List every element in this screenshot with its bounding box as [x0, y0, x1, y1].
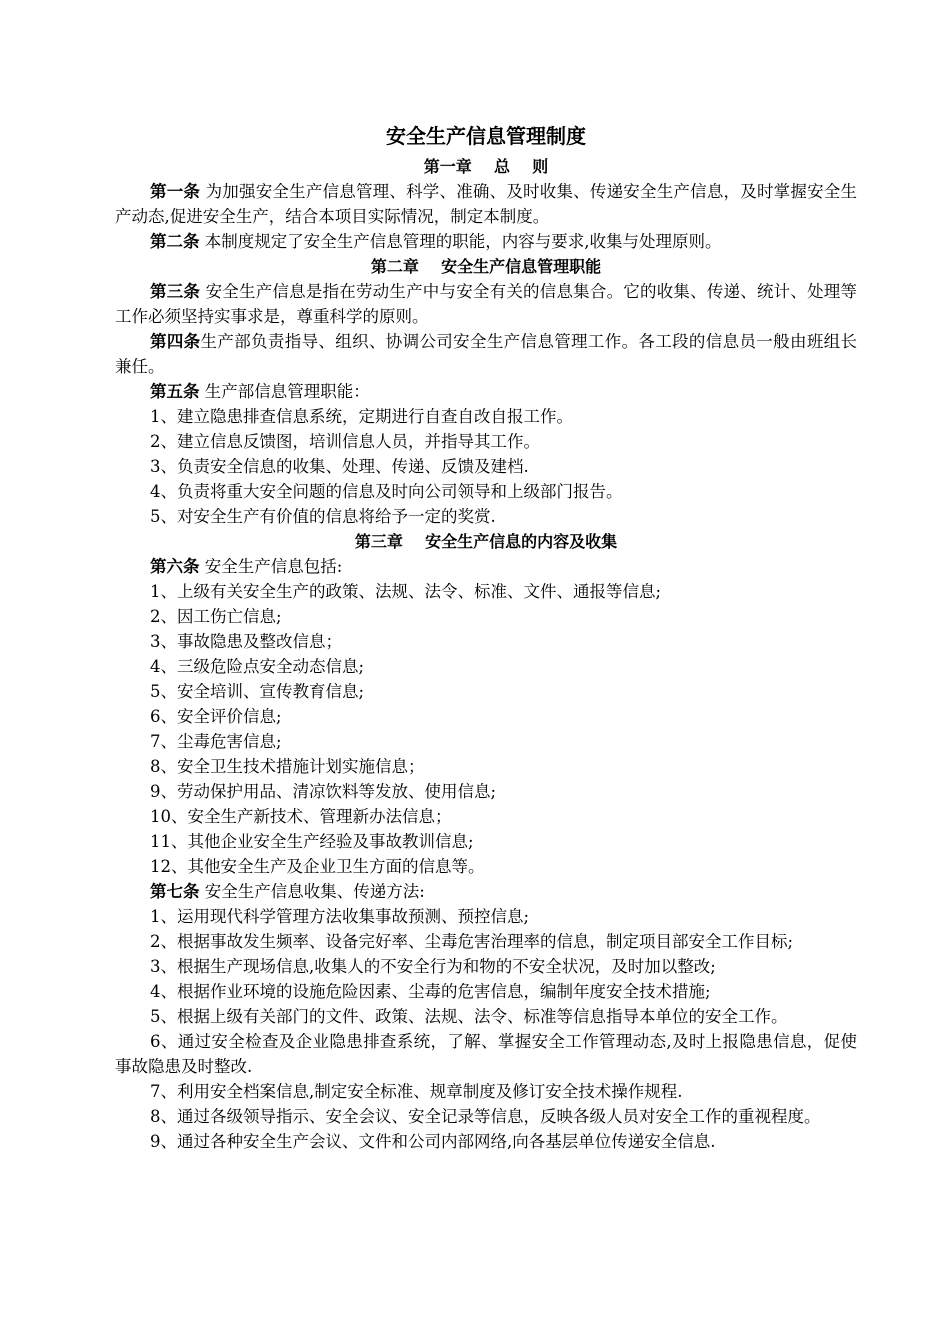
article-label: 第一条	[150, 182, 201, 201]
list-item: 5、安全培训、宣传教育信息;	[150, 682, 365, 701]
list-item: 7、利用安全档案信息,制定安全标准、规章制度及修订安全技术操作规程.	[150, 1082, 683, 1101]
list-item: 3、根据生产现场信息,收集人的不安全行为和物的不安全状况，及时加以整改;	[150, 957, 716, 976]
list-item: 9、劳动保护用品、清凉饮料等发放、使用信息;	[150, 782, 497, 801]
list-item: 6、通过安全检查及企业隐患排查系统，了解、掌握安全工作管理动态,及时上报隐患信息，促使事故隐患及时整改.	[115, 1032, 857, 1076]
list-item: 11、其他企业安全生产经验及事故教训信息;	[150, 832, 474, 851]
list-item: 6、安全评价信息;	[150, 707, 282, 726]
article-label: 第二条	[150, 232, 200, 251]
list-item: 5、根据上级有关部门的文件、政策、法规、法令、标准等信息指导本单位的安全工作。	[150, 1007, 788, 1026]
list-item: 1、上级有关安全生产的政策、法规、法令、标准、文件、通报等信息;	[150, 582, 662, 601]
list-item: 4、根据作业环境的设施危险因素、尘毒的危害信息，编制年度安全技术措施;	[150, 982, 711, 1001]
article-2	[115, 229, 857, 254]
article-label: 第五条	[150, 382, 200, 401]
list-item: 7、尘毒危害信息;	[150, 732, 282, 751]
chapter-2-heading: 第二章 安全生产信息管理职能	[370, 257, 602, 276]
list-item: 1、运用现代科学管理方法收集事故预测、预控信息;	[150, 907, 530, 926]
list-item: 9、通过各种安全生产会议、文件和公司内部网络,向各基层单位传递安全信息.	[150, 1132, 716, 1151]
list-item: 4、负责将重大安全问题的信息及时向公司领导和上级部门报告。	[150, 482, 623, 501]
article-text: 安全生产信息收集、传递方法:	[199, 882, 425, 901]
article-1	[115, 179, 857, 229]
article-text: 生产部信息管理职能：	[199, 382, 370, 401]
article-label: 第七条	[150, 882, 200, 901]
article-label: 第四条	[150, 332, 201, 351]
list-item: 3、事故隐患及整改信息；	[150, 632, 342, 651]
list-item: 12、其他安全生产及企业卫生方面的信息等。	[150, 857, 485, 876]
article-text: 安全生产信息包括:	[199, 557, 343, 576]
list-item: 8、安全卫生技术措施计划实施信息；	[150, 757, 425, 776]
list-item: 4、三级危险点安全动态信息;	[150, 657, 365, 676]
article-3	[115, 279, 857, 329]
article-6	[115, 554, 857, 579]
list-item: 1、建立隐患排查信息系统，定期进行自查自改自报工作。	[150, 407, 573, 426]
article-text: 为加强安全生产信息管理、科学、准确、及时收集、传递安全生产信息，及时掌握安全生产动态,促进安全生产，结合本项目实际情况，制定本制度。	[115, 182, 857, 226]
chapter-1-heading: 第一章 总 则	[423, 157, 549, 176]
document-title: 安全生产信息管理制度	[386, 124, 586, 148]
article-label: 第三条	[150, 282, 201, 301]
list-item: 2、因工伤亡信息;	[150, 607, 282, 626]
list-item: 2、根据事故发生频率、设备完好率、尘毒危害治理率的信息，制定项目部安全工作目标;	[150, 932, 794, 951]
article-7	[115, 879, 857, 904]
article-5	[115, 379, 857, 404]
list-item: 5、对安全生产有价值的信息将给予一定的奖赏.	[150, 507, 496, 526]
document-page	[115, 118, 857, 1154]
list-item: 2、建立信息反馈图，培训信息人员，并指导其工作。	[150, 432, 540, 451]
article-label: 第六条	[150, 557, 200, 576]
article-4	[115, 329, 857, 379]
article-text: 生产部负责指导、组织、协调公司安全生产信息管理工作。各工段的信息员一般由班组长兼任。	[115, 332, 858, 376]
list-item: 8、通过各级领导指示、安全会议、安全记录等信息，反映各级人员对安全工作的重视程度。	[150, 1107, 821, 1126]
article-text: 本制度规定了安全生产信息管理的职能，内容与要求,收集与处理原则。	[199, 232, 722, 251]
article-text: 安全生产信息是指在劳动生产中与安全有关的信息集合。它的收集、传递、统计、处理等工作必须坚持实事求是，尊重科学的原则。	[115, 282, 857, 326]
list-item: 3、负责安全信息的收集、处理、传递、反馈及建档.	[150, 457, 529, 476]
chapter-3-heading: 第三章 安全生产信息的内容及收集	[354, 532, 618, 551]
list-item: 10、安全生产新技术、管理新办法信息；	[150, 807, 452, 826]
